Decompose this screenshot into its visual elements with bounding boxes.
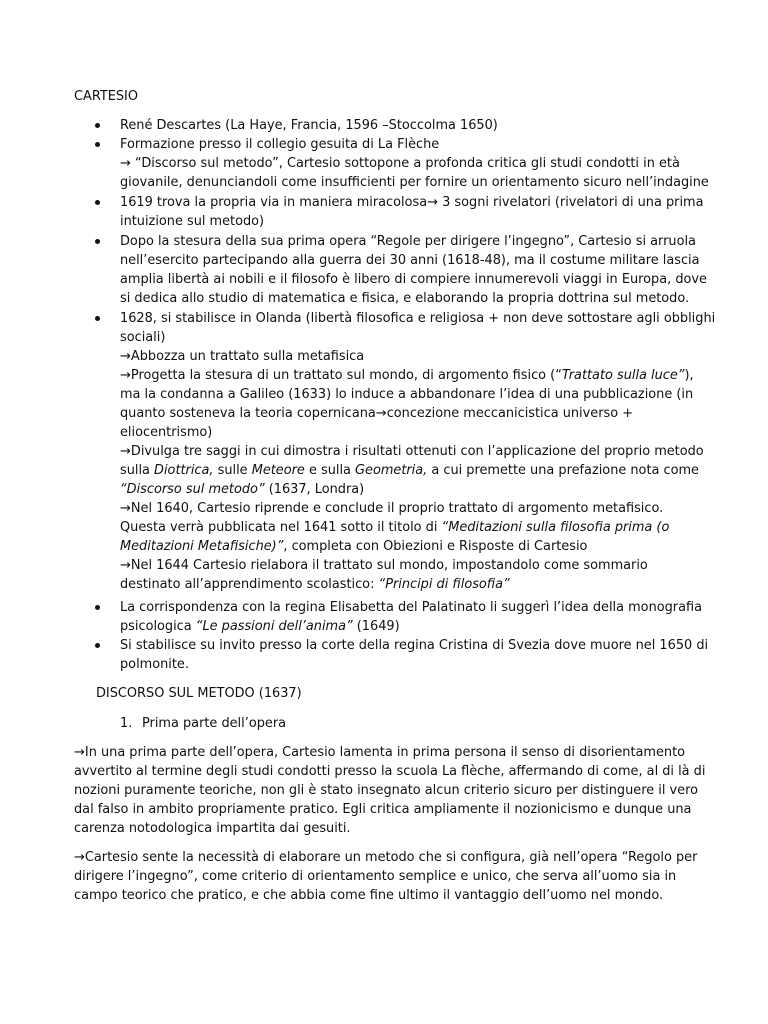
text-run: Dopo la stesura della sua prima opera “Regole per dirigere l’ingegno”, Cartesio si arruola <box>120 234 696 249</box>
bullet-line <box>120 404 633 423</box>
arrow-icon: → <box>120 349 131 364</box>
text-run: psicologica <box>120 619 196 634</box>
text-run: a cui premette una prefazione nota come <box>427 463 699 478</box>
text-run: nozioni puramente teoriche, non gli è stato insegnato alcun criterio sicuro per distinguere il vero <box>74 783 698 798</box>
bullet-line <box>120 518 669 537</box>
bullet-icon <box>95 123 100 128</box>
bullet-line <box>120 270 707 289</box>
page-title: CARTESIO <box>74 89 138 104</box>
text-run: 1619 trova la propria via in maniera miracolosa <box>120 195 428 210</box>
text-run: Nel 1640, Cartesio riprende e conclude il proprio trattato di argomento metafisico. <box>130 501 664 516</box>
text-run: (1649) <box>352 619 400 634</box>
bullet-icon <box>95 200 100 205</box>
bullet-icon <box>95 316 100 321</box>
text-run: avvertito al termine degli studi condotti presso la scuola La flèche, affermando di come, al di là di <box>74 764 706 779</box>
arrow-icon: → <box>120 368 131 383</box>
bullet-icon <box>95 239 100 244</box>
text-run: Divulga tre saggi in cui dimostra i risultati ottenuti con l’applicazione del proprio metodo <box>130 444 704 459</box>
arrow-icon: → <box>74 850 85 865</box>
text-run: Abbozza un trattato sulla metafisica <box>130 349 365 364</box>
bullet-line <box>120 636 708 655</box>
bullet-line <box>120 116 498 135</box>
text-run: Nel 1644 Cartesio rielabora il trattato sul mondo, impostandolo come sommario <box>130 558 648 573</box>
arrow-icon: → <box>375 406 387 421</box>
bullet-line <box>120 575 510 594</box>
bullet-line <box>120 366 694 385</box>
bullet-line <box>120 154 680 173</box>
arrow-icon: → <box>120 156 136 171</box>
numbered-item-number: 1. <box>120 716 133 731</box>
bullet-line <box>120 617 400 636</box>
paragraph-line <box>74 762 705 781</box>
text-run: (1637, Londra) <box>264 482 365 497</box>
bullet-line <box>120 135 439 154</box>
bullet-line <box>120 385 693 404</box>
text-run: carenza notodologica impartita dai gesuiti. <box>74 821 351 836</box>
text-run: Si stabilisce su invito presso la corte della regina Cristina di Svezia dove muore nel 1650 di <box>120 638 709 653</box>
text-run: In una prima parte dell’opera, Cartesio lamenta in prima persona il senso di disorientamento <box>84 745 686 760</box>
bullet-line <box>120 423 212 442</box>
bullet-line <box>120 328 165 347</box>
bullet-line <box>120 309 715 328</box>
text-run: destinato all’apprendimento scolastico: <box>120 577 379 592</box>
bullet-line <box>120 289 689 308</box>
arrow-icon: → <box>120 501 131 516</box>
text-run: Meditazioni Metafisiche)” <box>120 539 284 554</box>
text-run: ma la condanna a Galileo (1633) lo induce a abbandonare l’idea di una pubblicazione (in <box>120 387 694 402</box>
bullet-line <box>120 499 663 518</box>
text-run: Progetta la stesura di un trattato sul mondo, di argomento fisico (“ <box>130 368 562 383</box>
text-run: , completa con Obiezioni e Risposte di Cartesio <box>283 539 588 554</box>
arrow-icon: → <box>120 444 131 459</box>
bullet-line <box>120 655 189 674</box>
text-run: quanto sosteneva la teoria copernicana <box>120 406 376 421</box>
text-run: giovanile, denunciandoli come insufficienti per fornire un orientamento sicuro nell’indagine <box>120 175 709 190</box>
bullet-line <box>120 212 264 231</box>
numbered-item <box>0 714 768 733</box>
paragraph-line <box>74 800 691 819</box>
text-run: sulla <box>120 463 155 478</box>
text-run: 1628, si stabilisce in Olanda (libertà filosofica e religiosa + non deve sottostare agli obblighi <box>120 311 716 326</box>
text-run: dal falso in ambito propriamente pratico. Egli critica ampliamente il nozionicismo e dunque una <box>74 802 692 817</box>
text-run: concezione meccanicistica universo + <box>386 406 633 421</box>
bullet-line <box>120 173 709 192</box>
paragraph-line <box>74 848 697 867</box>
numbered-item-label: Prima parte dell’opera <box>142 716 287 731</box>
text-run: campo teorico che pratico, e che abbia come fine ultimo il vantaggio dell’uomo nel mondo. <box>74 888 664 903</box>
bullet-icon <box>95 643 100 648</box>
bullet-line <box>120 232 696 251</box>
bullet-line <box>120 193 703 212</box>
text-run: sulle <box>213 463 252 478</box>
bullet-icon <box>95 605 100 610</box>
text-run: ), <box>684 368 694 383</box>
text-run: intuizione sul metodo) <box>120 214 265 229</box>
text-run: “Le passioni dell’anima” <box>195 619 353 634</box>
text-run: “Discorso sul metodo” <box>120 482 265 497</box>
paragraph-line <box>74 867 676 886</box>
text-run: Diottrica, <box>154 463 214 478</box>
bullet-line <box>120 461 699 480</box>
text-run: sociali) <box>120 330 166 345</box>
text-run: 3 sogni rivelatori (rivelatori di una prima <box>438 195 704 210</box>
section-heading: DISCORSO SUL METODO (1637) <box>96 686 302 701</box>
paragraph-line <box>74 886 663 905</box>
bullet-line <box>120 251 700 270</box>
arrow-icon: → <box>427 195 439 210</box>
arrow-icon: → <box>120 558 131 573</box>
text-run: Questa verrà pubblicata nel 1641 sotto il titolo di <box>120 520 442 535</box>
text-run: Formazione presso il collegio gesuita di La Flèche <box>120 137 440 152</box>
text-run: Meteore <box>251 463 305 478</box>
text-run: polmonite. <box>120 657 189 672</box>
paragraph-line <box>74 743 685 762</box>
text-run: Cartesio sente la necessità di elaborare un metodo che si configura, già nell’opera “Regolo per <box>84 850 698 865</box>
text-run: “Discorso sul metodo”, Cartesio sottopone a profonda critica gli studi condotti in età <box>135 156 680 171</box>
text-run: Trattato sulla luce” <box>561 368 685 383</box>
text-run: “Meditazioni sulla filosofia prima (o <box>441 520 670 535</box>
paragraph-line <box>74 781 698 800</box>
text-run: nell’esercito partecipando alla guerra dei 30 anni (1618-48), ma il costume militare lascia <box>120 253 700 268</box>
text-run: e sulla <box>304 463 356 478</box>
bullet-line <box>120 442 704 461</box>
bullet-line <box>120 347 364 366</box>
text-run: Geometria, <box>355 463 428 478</box>
text-run: dirigere l’ingegno”, come criterio di orientamento semplice e unico, che serva all’uomo sia in <box>74 869 677 884</box>
bullet-line <box>120 537 587 556</box>
text-run: La corrispondenza con la regina Elisabetta del Palatinato li suggerì l’idea della monografia <box>120 600 703 615</box>
text-run: “Principi di filosofia” <box>378 577 510 592</box>
text-run: René Descartes (La Haye, Francia, 1596 –Stoccolma 1650) <box>120 118 498 133</box>
arrow-icon: → <box>74 745 85 760</box>
bullet-line <box>120 480 364 499</box>
bullet-line <box>120 556 648 575</box>
text-run: si dedica allo studio di matematica e fisica, e elaborando la propria dottrina sul metodo. <box>120 291 690 306</box>
bullet-line <box>120 598 702 617</box>
bullet-icon <box>95 142 100 147</box>
paragraph-line <box>74 819 351 838</box>
text-run: amplia libertà ai nobili e il filosofo è libero di compiere innumerevoli viaggi in Europa, dove <box>120 272 707 287</box>
text-run: eliocentrismo) <box>120 425 213 440</box>
